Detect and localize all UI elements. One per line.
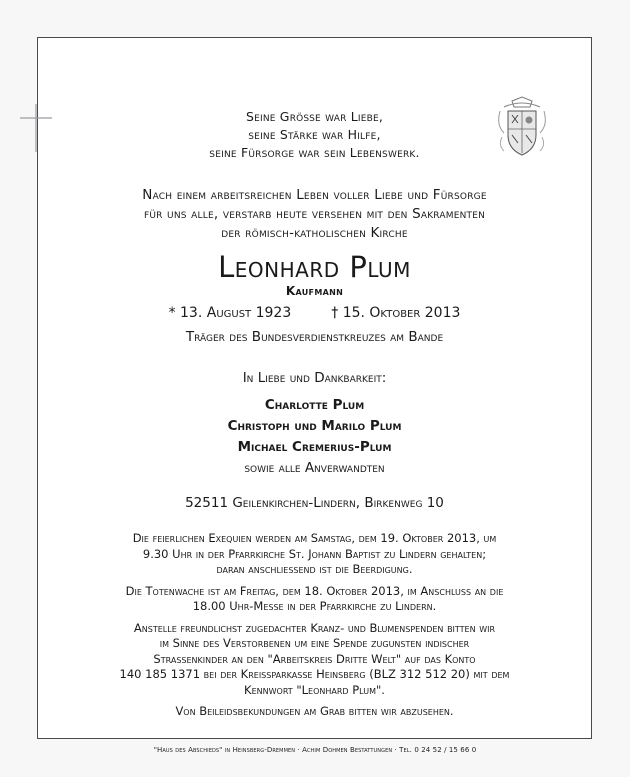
footer-credit: "Haus des Abschieds" in Heinsberg-Dremmen · Achim Dohmen Bestattungen · Tel. 0 24 52 / 15 66 0	[153, 746, 477, 754]
intro-line: Nach einem arbeitsreichen Leben voller Liebe und Fürsorge	[142, 187, 487, 203]
mourner-name: Christoph und Marilo Plum	[227, 418, 402, 434]
notice-line: daran anschliessend ist die Beerdigung.	[216, 562, 413, 576]
notice-line: Anstelle freundlichst zugedachter Kranz- und Blumenspenden bitten wir	[133, 620, 496, 635]
notices	[38, 531, 591, 726]
notice-line: 18.00 Uhr-Messe in der Pfarrkirche zu Lindern.	[192, 599, 437, 613]
motto	[38, 108, 591, 162]
notice-totenwache	[38, 584, 591, 615]
notice-condolences	[38, 704, 591, 720]
deceased-name: Leonhard Plum	[218, 250, 411, 284]
notice-line: Strassenkinder an den "Arbeitskreis Dritte Welt" auf das Konto	[153, 651, 476, 666]
grief-line: In Liebe und Dankbarkeit:	[242, 370, 387, 386]
mourners-list	[38, 395, 591, 479]
address: 52511 Geilenkirchen-Lindern, Birkenweg 10	[185, 495, 444, 511]
life-dates	[38, 304, 591, 322]
notice-line: Von Beileidsbekundungen am Grab bitten wir abzusehen.	[175, 704, 454, 718]
notice-line: Die Totenwache ist am Freitag, dem 18. Oktober 2013, im Anschluss an die	[125, 583, 504, 598]
notice-line: Kennwort "Leonhard Plum".	[244, 682, 385, 697]
motto-line: seine Fürsorge war sein Lebenswerk.	[209, 145, 420, 160]
intro-text	[38, 186, 591, 243]
deceased-occupation: Kaufmann	[285, 284, 344, 298]
motto-line: Seine Größe war Liebe,	[245, 109, 384, 124]
mourner-name: Michael Cremerius-Plum	[237, 439, 392, 455]
obituary-frame	[37, 37, 592, 739]
notice-line: im Sinne des Verstorbenen um eine Spende zugunsten indischer	[159, 636, 470, 650]
intro-line: für uns alle, verstarb heute versehen mit den Sakramenten	[143, 206, 486, 222]
death-date: † 15. Oktober 2013	[331, 305, 461, 321]
intro-line: der römisch-katholischen Kirche	[221, 225, 408, 241]
notice-line: 140 185 1371 bei der Kreissparkasse Heinsberg (BLZ 312 512 20) mit dem	[119, 667, 510, 681]
notice-exequien	[38, 531, 591, 578]
mourner-name: Charlotte Plum	[264, 397, 365, 413]
motto-line: seine Stärke war Hilfe,	[248, 127, 381, 142]
notice-line: Die feierlichen Exequien werden am Samstag, dem 19. Oktober 2013, um	[132, 531, 497, 545]
honor-line: Träger des Bundesverdienstkreuzes am Bande	[185, 329, 444, 345]
notice-donation	[38, 621, 591, 699]
relatives-line: sowie alle Anverwandten	[244, 460, 385, 476]
birth-date: * 13. August 1923	[168, 305, 292, 321]
notice-line: 9.30 Uhr in der Pfarrkirche St. Johann Baptist zu Lindern gehalten;	[142, 546, 487, 561]
